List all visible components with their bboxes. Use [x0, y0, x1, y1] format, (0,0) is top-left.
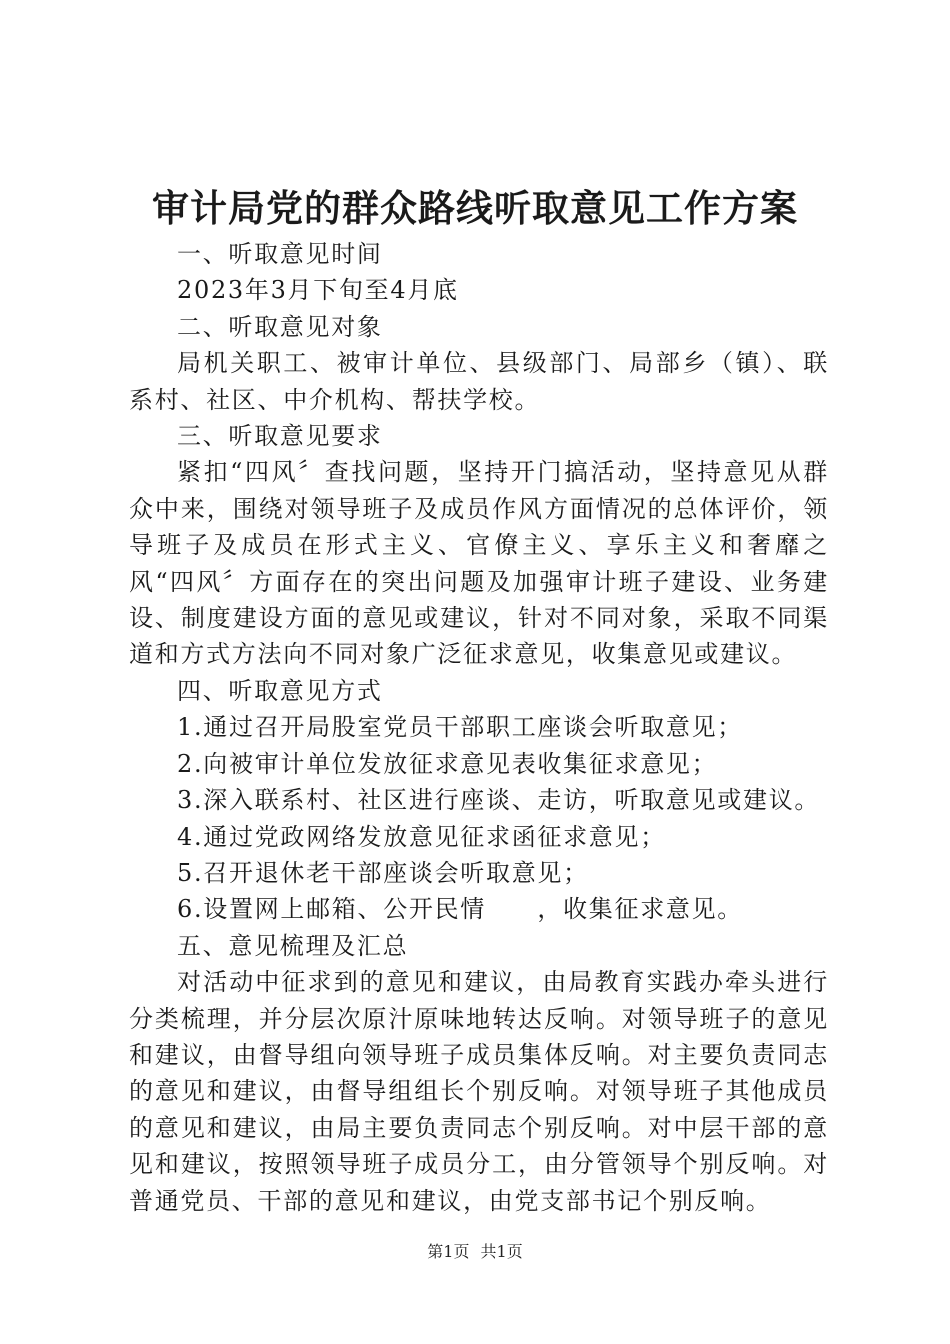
page-total: 共1页	[480, 1242, 523, 1261]
list-item-method-3: 3.深入联系村、社区进行座谈、走访，听取意见或建议。	[177, 786, 821, 815]
section-heading-time: 一、听取意见时间	[177, 240, 383, 268]
list-item-method-6: 6.设置网上邮箱、公开民情 ，收集征求意见。	[177, 895, 743, 924]
section-heading-audience: 二、听取意见对象	[177, 312, 383, 341]
list-item-method-2: 2.向被审计单位发放征求意见表收集征求意见；	[177, 749, 718, 778]
paragraph-requirements: 紧扣“四风〞查找问题，坚持开门搞活动，坚持意见从群众中来，围绕对领导班子及成员作风方面情况的总体评价，领导班子及成员在形式主义、官僚主义、享乐主义和奢靡之风“四风〞方面存在的突出问题及加强审计班子建设、业务建设、制度建设方面的意见或建议，针对不同对象，采取不同渠道和方式方法向不同对象广泛征求意见，收集意见或建议。	[129, 458, 829, 669]
paragraph-audience: 局机关职工、被审计单位、县级部门、局部乡（镇）、联系村、社区、中介机构、帮扶学校。	[129, 349, 829, 414]
section-heading-requirements: 三、听取意见要求	[177, 422, 383, 451]
list-item-method-5: 5.召开退休老干部座谈会听取意见；	[177, 858, 589, 887]
document-title: 审计局党的群众路线听取意见工作方案	[152, 186, 798, 230]
paragraph-time: 2023年3月下旬至4月底	[177, 276, 459, 305]
list-item-method-1: 1.通过召开局股室党员干部职工座谈会听取意见；	[177, 713, 743, 742]
page-number: 第1页	[427, 1242, 470, 1261]
section-heading-summary: 五、意见梳理及汇总	[177, 931, 409, 960]
section-heading-methods: 四、听取意见方式	[177, 676, 383, 705]
document-body	[129, 236, 829, 1219]
page-footer	[0, 1241, 950, 1263]
paragraph-summary: 对活动中征求到的意见和建议，由局教育实践办牵头进行分类梳理，并分层次原汁原味地转达反响。对领导班子的意见和建议，由督导组向领导班子成员集体反响。对主要负责同志的意见和建议，由督导组组长个别反响。对领导班子其他成员的意见和建议，由局主要负责同志个别反响。对中层干部的意见和建议，按照领导班子成员分工，由分管领导个别反响。对普通党员、干部的意见和建议，由党支部书记个别反响。	[129, 968, 829, 1215]
list-item-method-4: 4.通过党政网络发放意见征求函征求意见；	[177, 822, 666, 851]
